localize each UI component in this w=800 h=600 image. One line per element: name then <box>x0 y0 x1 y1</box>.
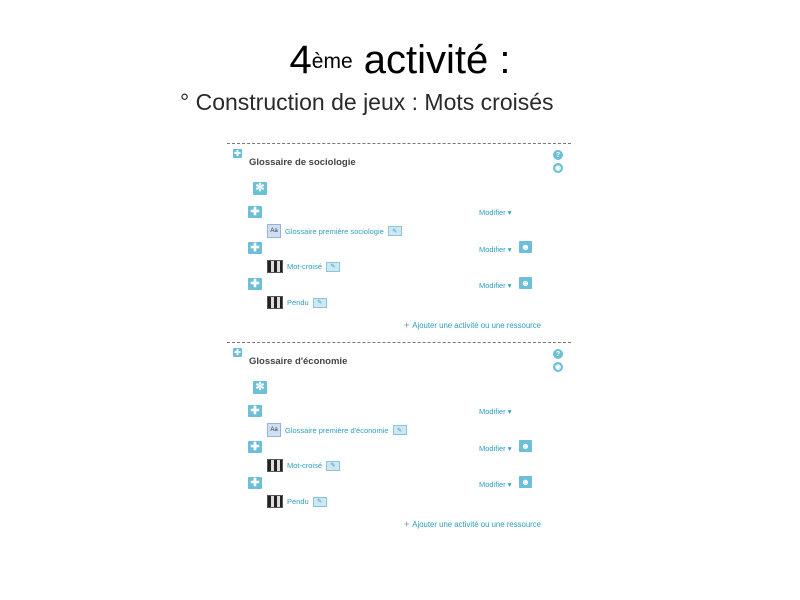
activity-item[interactable] <box>267 224 402 238</box>
activity-item[interactable] <box>267 423 407 437</box>
glossary-icon: Aa <box>267 224 281 238</box>
game-icon <box>267 495 283 508</box>
edit-icon[interactable]: ✎ <box>326 262 340 272</box>
game-icon <box>267 459 283 472</box>
modifier-menu[interactable]: Modifier ▾ <box>479 281 512 290</box>
move-icon[interactable]: ✚ <box>248 206 262 218</box>
user-icon[interactable]: ☻ <box>520 277 531 288</box>
game-icon <box>267 260 283 273</box>
edit-icon[interactable]: ✎ <box>326 461 340 471</box>
activity-link[interactable]: Glossaire première sociologie <box>285 226 384 236</box>
activity-item[interactable] <box>267 495 327 508</box>
modifier-menu[interactable]: Modifier ▾ <box>479 444 512 453</box>
slide-subtitle: ° Construction de jeux : Mots croisés <box>180 89 554 115</box>
section-title: Glossaire de sociologie <box>249 157 356 168</box>
course-section-sociologie <box>227 143 571 342</box>
activity-link[interactable]: Mot-croisé <box>287 262 323 271</box>
user-icon[interactable]: ☻ <box>520 440 531 451</box>
gear-icon[interactable]: ✻ <box>253 381 267 394</box>
activity-link[interactable]: Pendu <box>287 298 309 307</box>
edit-icon[interactable]: ✎ <box>393 425 407 435</box>
activity-item[interactable] <box>267 296 327 309</box>
add-activity-link[interactable]: + Ajouter une activité ou une ressource <box>404 519 541 529</box>
plus-icon: + <box>404 519 410 529</box>
move-icon[interactable]: ✚ <box>248 477 262 489</box>
modifier-menu[interactable]: Modifier ▾ <box>479 208 512 217</box>
edit-icon[interactable]: ✎ <box>313 497 327 507</box>
modifier-menu[interactable]: Modifier ▾ <box>479 480 512 489</box>
move-icon[interactable]: ✚ <box>234 348 241 357</box>
modifier-menu[interactable]: Modifier ▾ <box>479 245 512 254</box>
user-icon[interactable]: ☻ <box>520 476 531 487</box>
title-superscript: ème <box>311 50 353 73</box>
help-icon[interactable]: ? <box>553 349 563 359</box>
move-icon[interactable]: ✚ <box>234 149 241 158</box>
eye-icon[interactable]: ◉ <box>554 164 562 172</box>
activity-item[interactable] <box>267 260 340 273</box>
gear-icon[interactable]: ✻ <box>253 182 267 195</box>
activity-link[interactable]: Glossaire première d'économie <box>285 425 389 435</box>
section-controls <box>553 150 563 173</box>
eye-icon[interactable]: ◉ <box>554 363 562 371</box>
section-controls <box>553 349 563 372</box>
activity-link[interactable]: Mot-croisé <box>287 461 323 470</box>
move-icon[interactable]: ✚ <box>248 278 262 290</box>
title-number: 4 <box>289 38 312 82</box>
title-text: activité : <box>352 38 511 82</box>
section-title: Glossaire d'économie <box>249 356 348 367</box>
glossary-icon: Aa <box>267 423 281 437</box>
move-icon[interactable]: ✚ <box>248 405 262 417</box>
edit-icon[interactable]: ✎ <box>388 226 402 236</box>
help-icon[interactable]: ? <box>553 150 563 160</box>
game-icon <box>267 296 283 309</box>
move-icon[interactable]: ✚ <box>248 441 262 453</box>
slide-title <box>0 36 800 84</box>
plus-icon: + <box>404 320 410 330</box>
move-icon[interactable]: ✚ <box>248 242 262 254</box>
user-icon[interactable]: ☻ <box>520 241 531 252</box>
add-activity-link[interactable]: + Ajouter une activité ou une ressource <box>404 320 541 330</box>
modifier-menu[interactable]: Modifier ▾ <box>479 407 512 416</box>
activity-link[interactable]: Pendu <box>287 497 309 506</box>
edit-icon[interactable]: ✎ <box>313 298 327 308</box>
course-section-economie <box>227 342 571 541</box>
activity-item[interactable] <box>267 459 340 472</box>
